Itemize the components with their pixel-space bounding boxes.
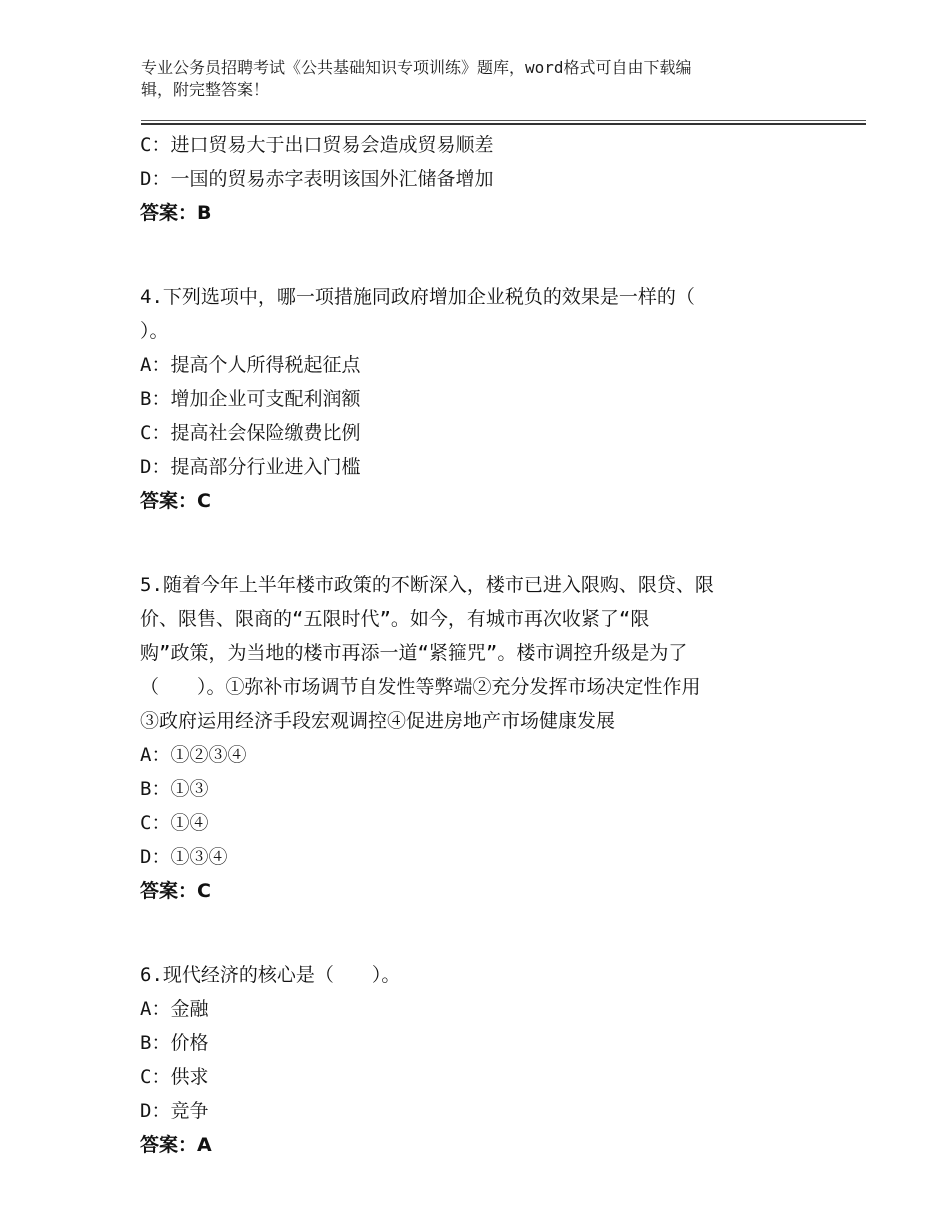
question-5 <box>140 568 800 908</box>
question-spacer <box>140 908 800 958</box>
answer-line: 答案：C <box>140 490 211 512</box>
answer-line: 答案：B <box>140 202 212 224</box>
option-c: C：①④ <box>140 812 209 834</box>
option-b: B：①③ <box>140 778 209 800</box>
option-c: C：供求 <box>140 1066 209 1088</box>
question-stem-line: 6.现代经济的核心是（ ）。 <box>140 964 401 986</box>
answer-line: 答案：C <box>140 880 211 902</box>
option-d: D：①③④ <box>140 846 228 868</box>
option-a: A：①②③④ <box>140 744 247 766</box>
option-c: C：提高社会保险缴费比例 <box>140 422 361 444</box>
option-b: B：增加企业可支配利润额 <box>140 388 361 410</box>
question-stem-line: ③政府运用经济手段宏观调控④促进房地产市场健康发展 <box>140 710 616 732</box>
option-b: B：价格 <box>140 1032 209 1054</box>
answer-line: 答案：A <box>140 1134 212 1156</box>
question-stem-line: 购”政策，为当地的楼市再添一道“紧箍咒”。楼市调控升级是为了 <box>140 642 688 664</box>
question-6 <box>140 958 800 1162</box>
question-stem-line: 5.随着今年上半年楼市政策的不断深入，楼市已进入限购、限贷、限 <box>140 574 714 596</box>
header-divider-thick <box>141 123 866 125</box>
header-line-2: 辑，附完整答案！ <box>141 80 270 99</box>
option-d: D：竞争 <box>140 1100 209 1122</box>
question-3-tail <box>140 128 800 230</box>
question-stem-line: （ ）。①弥补市场调节自发性等弊端②充分发挥市场决定性作用 <box>140 676 701 698</box>
header-line-1: 专业公务员招聘考试《公共基础知识专项训练》题库，word格式可自由下载编 <box>141 58 692 77</box>
question-stem-line: 4.下列选项中，哪一项措施同政府增加企业税负的效果是一样的（ <box>140 286 695 308</box>
question-spacer <box>140 518 800 568</box>
question-stem-line: ）。 <box>140 320 169 342</box>
question-4 <box>140 280 800 518</box>
question-stem-line: 价、限售、限商的“五限时代”。如今，有城市再次收紧了“限 <box>140 608 650 630</box>
header-divider-thin <box>141 120 866 121</box>
question-content <box>140 128 800 1162</box>
option-d: D：提高部分行业进入门槛 <box>140 456 361 478</box>
option-a: A：提高个人所得税起征点 <box>140 354 361 376</box>
document-header <box>141 57 801 101</box>
question-spacer <box>140 230 800 280</box>
option-c: C：进口贸易大于出口贸易会造成贸易顺差 <box>140 134 494 156</box>
option-d: D：一国的贸易赤字表明该国外汇储备增加 <box>140 168 494 190</box>
option-a: A：金融 <box>140 998 209 1020</box>
